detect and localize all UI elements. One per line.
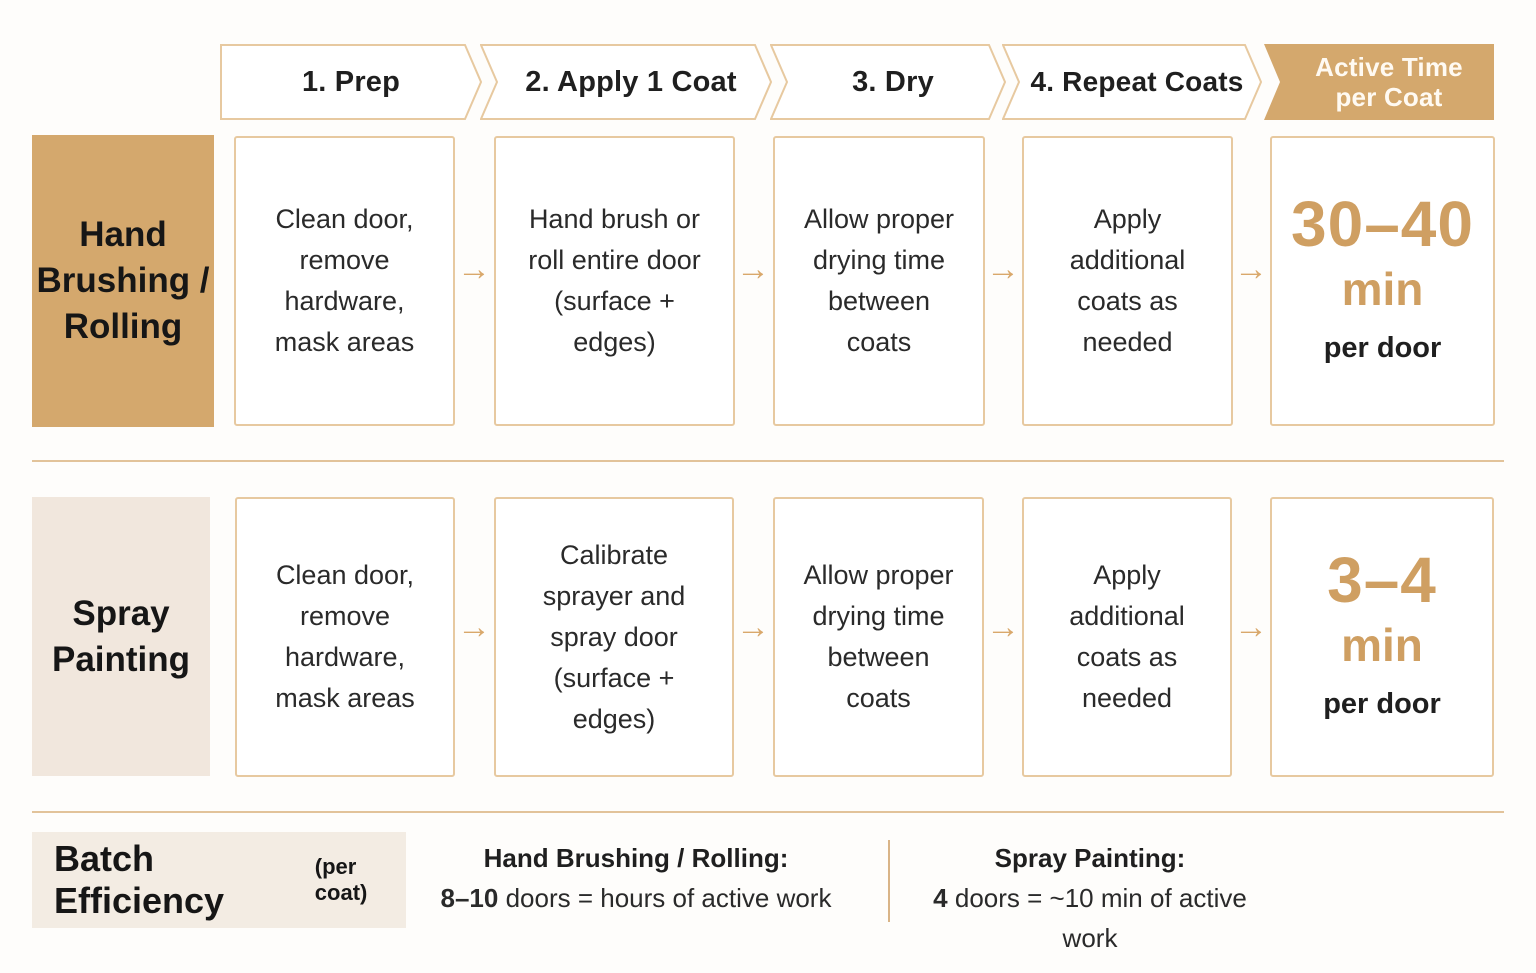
hand-step-apply [494,136,735,426]
spray-step-repeat [1022,497,1232,777]
step-text-line: spray door [550,621,678,652]
row-label-line: Rolling [63,307,183,346]
step-header-dry [770,44,1006,120]
batch-hand-rest: doors = hours of active work [498,883,832,913]
step-header-repeat [1002,44,1262,120]
step-text-line: edges) [572,703,656,734]
step-label: 2. Apply 1 Coat [525,65,737,98]
step-text-line: coats [846,683,911,713]
step-text-line: Hand brush or [528,204,701,234]
active-time-label [1284,44,1494,120]
row-label-line: Hand [79,215,167,254]
batch-efficiency-label [32,832,406,928]
step-text-line: coats [846,327,912,357]
time-unit: min [1341,619,1423,671]
time-range-value: 3–4 [1327,544,1437,616]
step-header-prep [220,44,482,120]
row-divider [32,460,1504,462]
arrow-right-icon: → [457,250,491,288]
arrow-right-icon: → [986,608,1020,646]
row-label-hand-brushing [32,135,214,427]
batch-spray-summary [920,838,1260,958]
step-text-line: between [827,642,930,672]
step-text-line: needed [1082,327,1173,357]
hand-active-time [1270,136,1495,426]
step-text-line: remove [299,601,391,631]
step-text-line: edges) [573,327,656,357]
spray-active-time [1270,497,1494,777]
step-text-line: mask areas [275,683,415,713]
step-text-line: Calibrate [559,539,669,570]
row-divider [32,811,1504,813]
step-text-line: Allow proper [803,560,954,590]
batch-hand-heading: Hand Brushing / Rolling: [483,843,789,873]
arrow-right-icon: → [457,608,491,646]
step-text-line: Apply [1093,204,1162,234]
batch-hand-summary [440,838,832,918]
row-label-line: Brushing / [36,261,210,300]
time-range-value: 30–40 [1291,188,1474,260]
batch-spray-heading: Spray Painting: [994,843,1186,873]
step-header-apply [480,44,772,120]
batch-separator [888,840,890,922]
hand-step-repeat [1022,136,1233,426]
batch-subtitle: (per coat) [314,854,368,905]
step-text-line: (surface + [554,286,675,316]
spray-step-prep [235,497,455,777]
step-header-active-time [1264,44,1494,120]
time-per-door: per door [1323,332,1442,364]
active-time-line1: Active Time [1315,52,1463,82]
batch-spray-rest: doors = ~10 min of active work [947,883,1247,953]
batch-spray-detail [920,878,1260,958]
row-label-line: Spray [72,593,170,633]
time-unit: min [1341,263,1424,315]
step-text-line: Apply [1093,560,1161,590]
step-label: 4. Repeat Coats [1030,66,1244,97]
step-text-line: remove [299,245,390,275]
step-text-line: Allow proper [803,204,955,234]
step-text-line: (surface + [553,662,675,693]
step-text-line: hardware, [284,642,406,672]
batch-title: Batch Efficiency [54,838,225,921]
step-text-line: between [827,286,931,316]
step-text-line: roll entire door [528,245,701,275]
row-label-line: Painting [51,639,191,679]
arrow-right-icon: → [986,250,1020,288]
row-label-spray-painting [32,497,210,776]
step-text-line: hardware, [284,286,405,316]
arrow-right-icon: → [736,250,770,288]
arrow-right-icon: → [736,608,770,646]
spray-step-dry [773,497,984,777]
spray-step-apply [494,497,734,777]
arrow-right-icon: → [1234,250,1268,288]
hand-step-prep [234,136,455,426]
batch-spray-count: 4 [933,883,948,913]
step-text-line: mask areas [274,327,415,357]
step-label: 3. Dry [852,65,934,98]
time-per-door: per door [1323,688,1441,720]
step-text-line: coats as [1076,642,1178,672]
step-text-line: coats as [1077,286,1178,316]
arrow-right-icon: → [1234,608,1268,646]
step-text-line: Clean door, [275,204,414,234]
step-text-line: Clean door, [275,560,415,590]
active-time-line2: per Coat [1335,82,1443,112]
batch-hand-count: 8–10 [440,883,499,913]
batch-hand-detail [440,878,832,918]
step-text-line: additional [1069,601,1185,631]
step-text-line: drying time [812,245,946,275]
step-text-line: needed [1081,683,1173,713]
hand-step-dry [773,136,985,426]
step-text-line: sprayer and [542,580,686,611]
step-label: 1. Prep [301,65,401,98]
step-text-line: drying time [812,601,945,631]
step-text-line: additional [1069,245,1186,275]
